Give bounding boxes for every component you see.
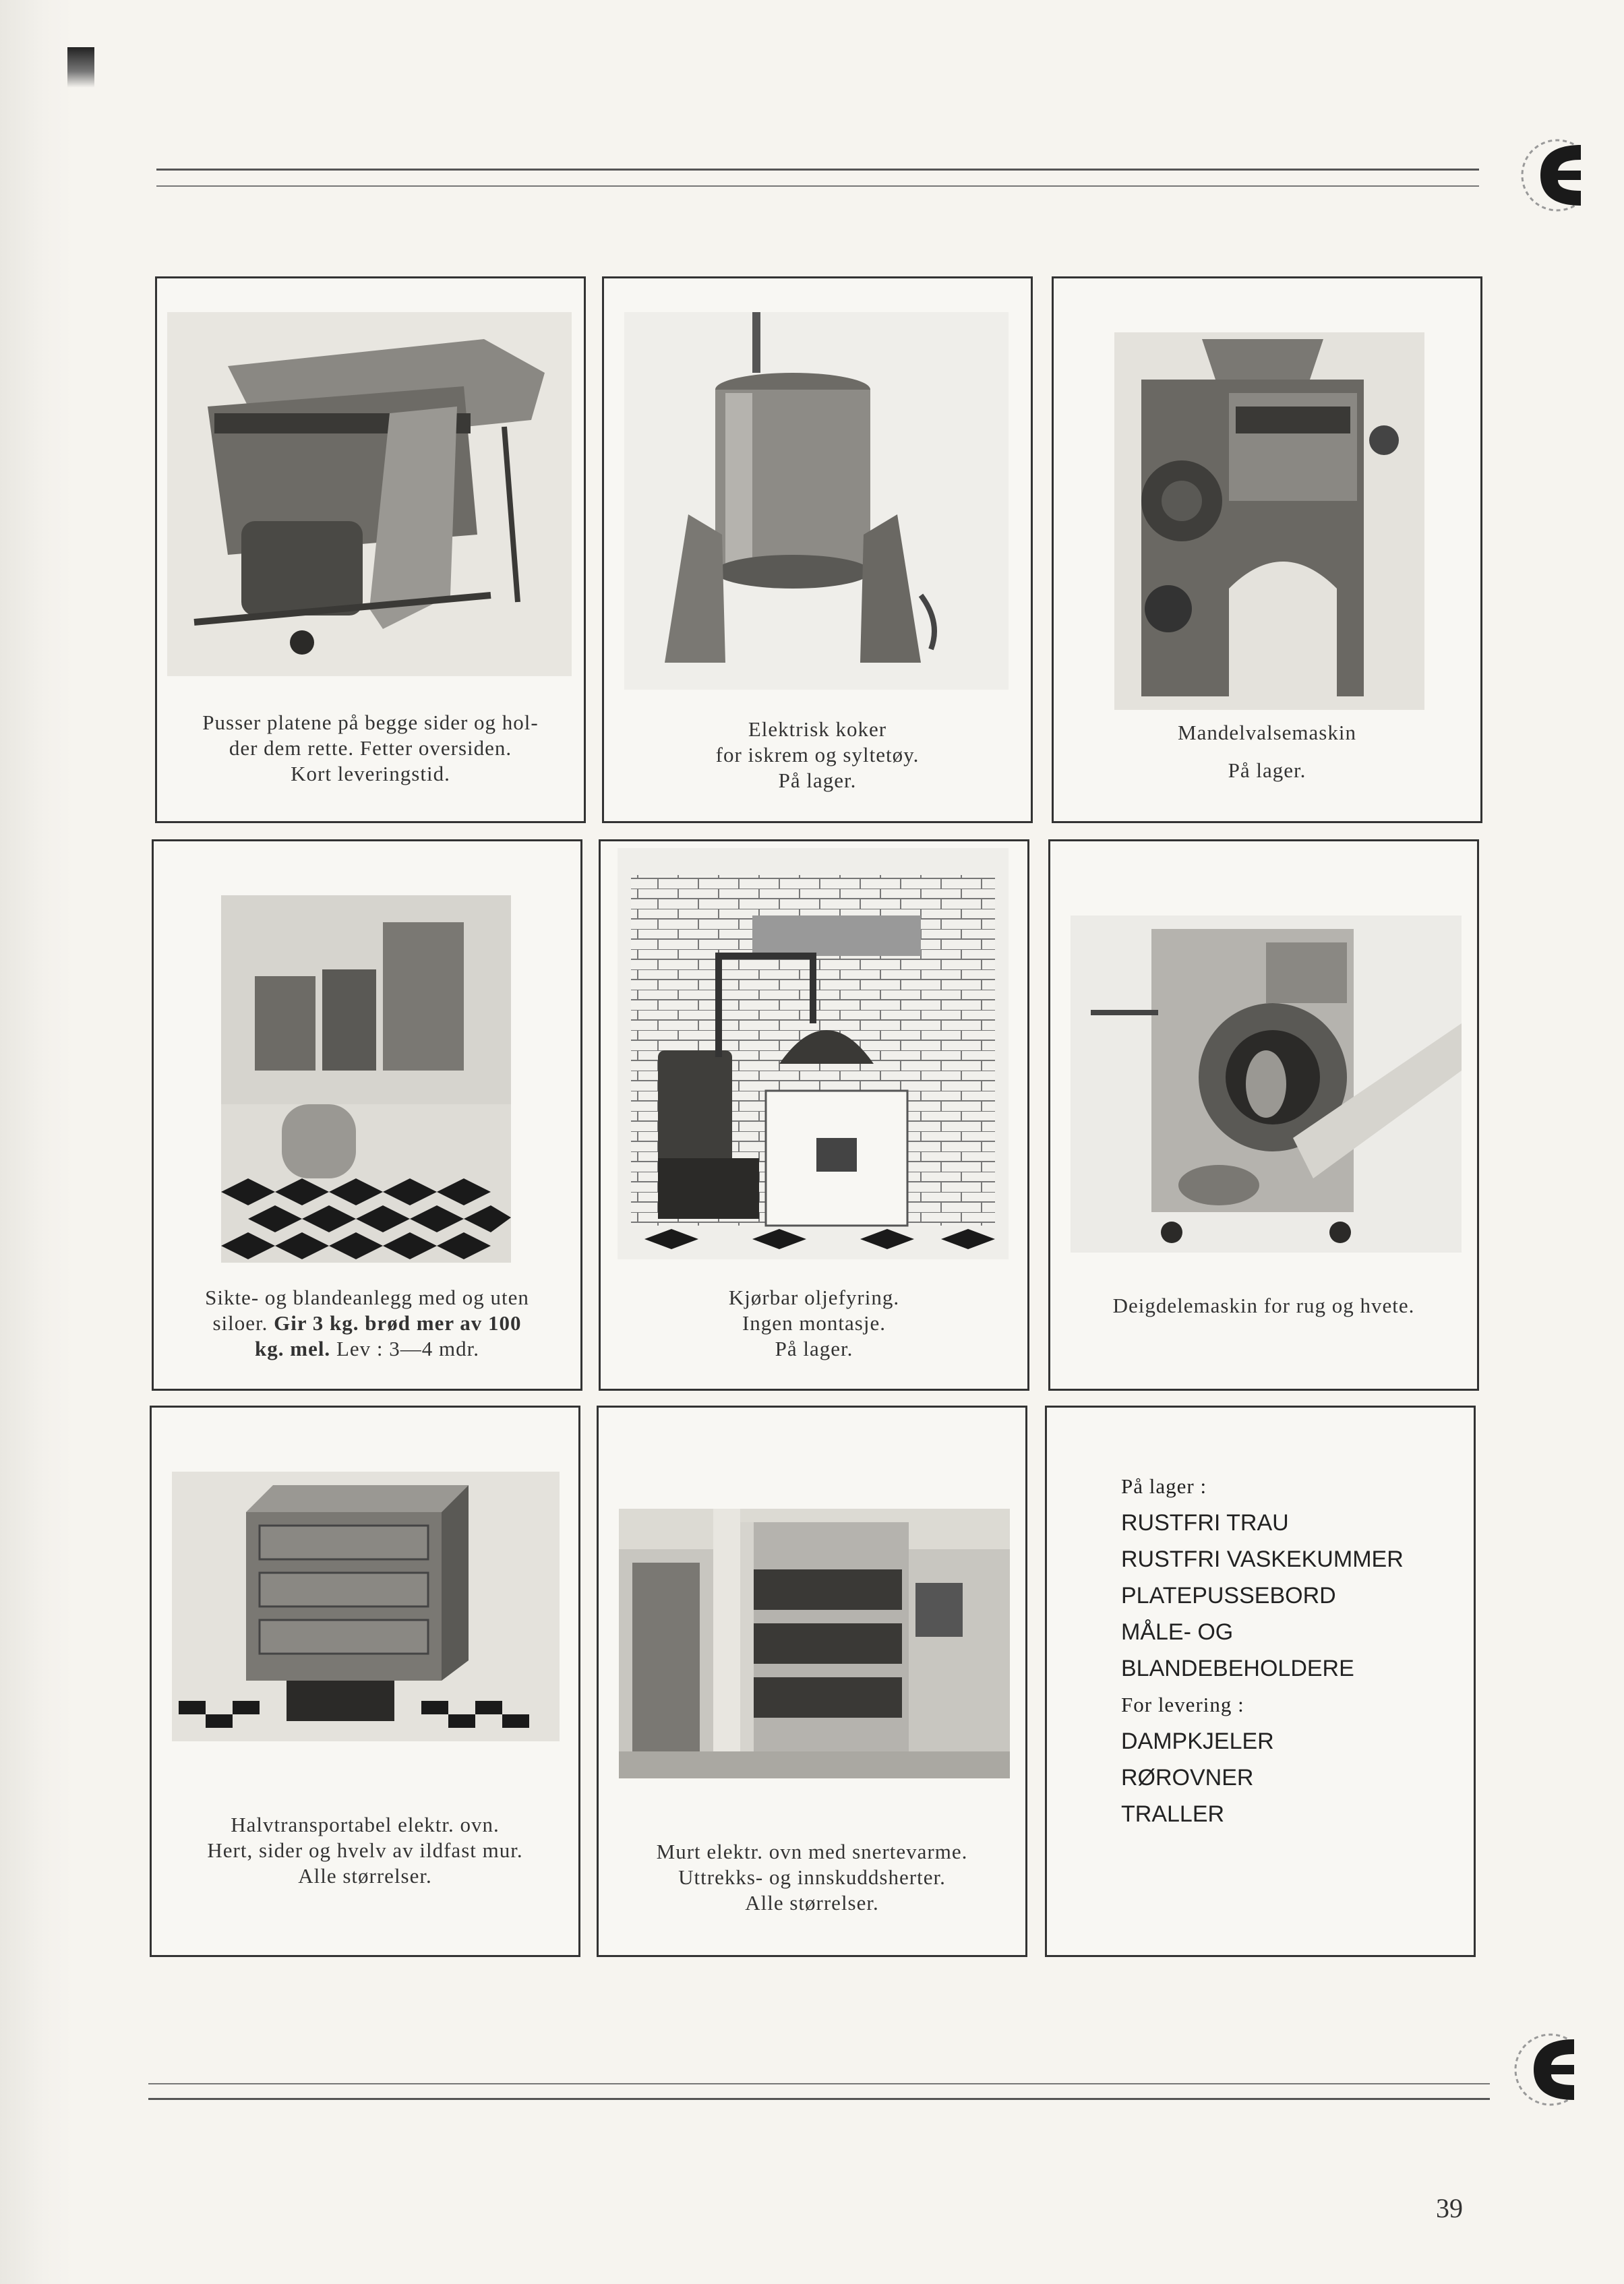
panel-brick-oven: [597, 1406, 1027, 1957]
caption-sheeter: Pusser platene på begge sider og hol- der dem rette. Fetter oversiden. Kort leveringstid.: [202, 711, 539, 785]
panel-semi-oven: [150, 1406, 580, 1957]
bottom-rule-thin: [148, 2083, 1490, 2084]
page-number: 39: [1436, 2193, 1463, 2223]
panel-cooker: [602, 276, 1033, 823]
plate-polishing-machine-photo: [167, 312, 572, 676]
panel-dough-divider: [1048, 839, 1479, 1391]
caption-brick-oven: Murt elektr. ovn med snertevarme. Uttrekks- og innskuddsherter. Alle størrelser.: [656, 1840, 968, 1915]
sifting-mixing-plant-photo: [221, 895, 511, 1263]
almond-roller-machine-photo: [1114, 332, 1424, 710]
list-item: TRALLER: [1121, 1801, 1225, 1827]
bottom-rule: [148, 2098, 1490, 2100]
dough-divider-photo: [1071, 915, 1462, 1253]
list-item: RUSTFRI TRAU: [1121, 1510, 1289, 1536]
semi-portable-electric-oven-photo: [172, 1472, 560, 1741]
in-stock-label: På lager :: [1121, 1474, 1207, 1498]
top-rule-thin: [156, 185, 1479, 187]
panel-sheeter: [155, 276, 586, 823]
list-item: BLANDEBEHOLDERE: [1121, 1656, 1354, 1681]
list-item: RUSTFRI VASKEKUMMER: [1121, 1546, 1404, 1572]
top-rule: [156, 169, 1479, 171]
caption-oil-firing: Kjørbar oljefyring. Ingen montasje. På lager.: [728, 1286, 900, 1360]
caption-dough-divider: Deigdelemaskin for rug og hvete.: [1112, 1294, 1415, 1317]
scan-margin: [0, 0, 74, 2284]
panel-oil-firing: [599, 839, 1029, 1391]
caption-almond-mill: Mandelvalsemaskin På lager.: [1178, 721, 1356, 782]
gear-e-logo-icon: [1513, 2026, 1574, 2113]
list-item: RØROVNER: [1121, 1765, 1254, 1791]
panel-sifter: [152, 839, 582, 1391]
panel-stock-list: [1045, 1406, 1476, 1957]
panel-almond-mill: [1052, 276, 1482, 823]
stock-list: [1121, 1468, 1404, 1832]
scan-artifact: [67, 47, 94, 88]
list-item: DAMPKJELER: [1121, 1729, 1274, 1754]
order-label: For levering :: [1121, 1693, 1244, 1716]
list-item: MÅLE- OG: [1121, 1619, 1234, 1645]
caption-cooker: Elektrisk koker for iskrem og syltetøy. På lager.: [715, 717, 920, 792]
brick-electric-oven-photo: [619, 1509, 1010, 1778]
oil-burner-oven-photo: [618, 848, 1009, 1259]
electric-cooker-photo: [624, 312, 1009, 690]
gear-e-logo-icon: [1520, 131, 1581, 219]
caption-sifter: Sikte- og blandeanlegg med og uten siloer. Gir 3 kg. brød mer av 100 kg. mel. Lev : 3—4 mdr.: [205, 1286, 529, 1360]
caption-semi-oven: Halvtransportabel elektr. ovn. Hert, sider og hvelv av ildfast mur. Alle størrelser.: [207, 1813, 523, 1888]
list-item: PLATEPUSSEBORD: [1121, 1583, 1336, 1609]
